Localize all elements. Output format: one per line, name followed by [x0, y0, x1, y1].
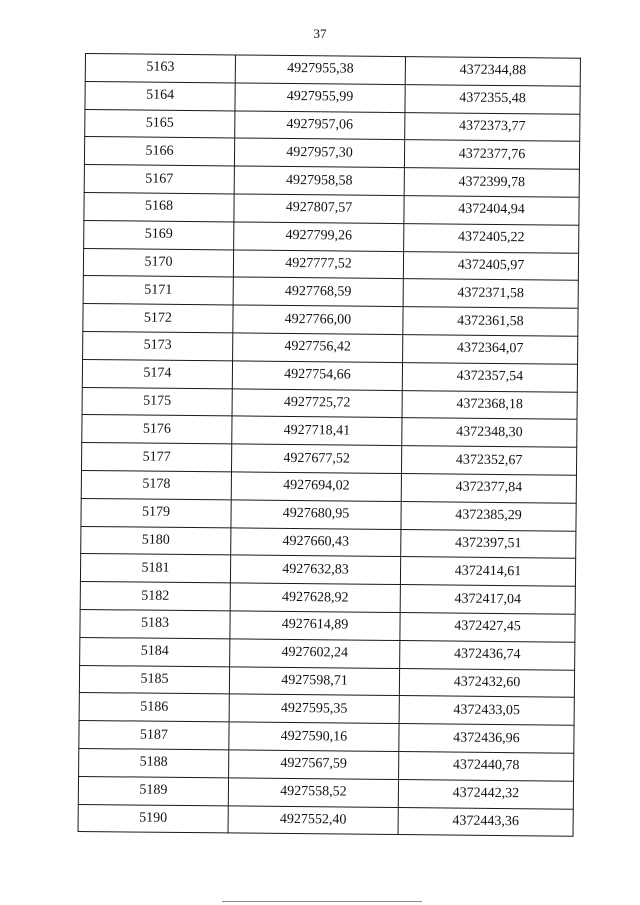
- y-coordinate-cell: 4372385,29: [401, 501, 576, 530]
- point-number-cell: 5175: [82, 387, 232, 416]
- point-number-cell: 5187: [79, 721, 229, 750]
- point-number-cell: 5188: [79, 748, 229, 777]
- y-coordinate-cell: 4372433,05: [399, 696, 574, 725]
- point-number-cell: 5164: [85, 81, 235, 110]
- x-coordinate-cell: 4927766,00: [233, 305, 403, 334]
- x-coordinate-cell: 4927590,16: [229, 722, 399, 751]
- y-coordinate-cell: 4372405,97: [403, 251, 578, 280]
- x-coordinate-cell: 4927957,30: [234, 138, 404, 167]
- y-coordinate-cell: 4372348,30: [402, 418, 577, 447]
- y-coordinate-cell: 4372373,77: [405, 112, 580, 141]
- x-coordinate-cell: 4927595,35: [229, 694, 399, 723]
- point-number-cell: 5170: [83, 248, 233, 277]
- x-coordinate-cell: 4927677,52: [231, 444, 401, 473]
- x-coordinate-cell: 4927598,71: [229, 666, 399, 695]
- x-coordinate-cell: 4927768,59: [233, 277, 403, 306]
- point-number-cell: 5182: [80, 582, 230, 611]
- y-coordinate-cell: 4372344,88: [405, 57, 580, 86]
- point-number-cell: 5185: [79, 665, 229, 694]
- x-coordinate-cell: 4927660,43: [231, 527, 401, 556]
- point-number-cell: 5190: [78, 804, 228, 833]
- y-coordinate-cell: 4372436,74: [400, 640, 575, 669]
- point-number-cell: 5177: [81, 443, 231, 472]
- y-coordinate-cell: 4372397,51: [401, 529, 576, 558]
- point-number-cell: 5179: [81, 498, 231, 527]
- y-coordinate-cell: 4372405,22: [404, 223, 579, 252]
- point-number-cell: 5174: [82, 359, 232, 388]
- y-coordinate-cell: 4372355,48: [405, 84, 580, 113]
- point-number-cell: 5186: [79, 693, 229, 722]
- x-coordinate-cell: 4927602,24: [230, 639, 400, 668]
- x-coordinate-cell: 4927614,89: [230, 611, 400, 640]
- y-coordinate-cell: 4372357,54: [402, 362, 577, 391]
- bottom-rule: [222, 901, 422, 902]
- point-number-cell: 5173: [83, 331, 233, 360]
- x-coordinate-cell: 4927567,59: [229, 750, 399, 779]
- y-coordinate-cell: 4372368,18: [402, 390, 577, 419]
- y-coordinate-cell: 4372361,58: [403, 307, 578, 336]
- y-coordinate-cell: 4372352,67: [401, 446, 576, 475]
- point-number-cell: 5172: [83, 304, 233, 333]
- point-number-cell: 5167: [84, 165, 234, 194]
- x-coordinate-cell: 4927756,42: [233, 333, 403, 362]
- page-number: 37: [313, 26, 327, 41]
- coordinates-table-body: [78, 54, 580, 837]
- y-coordinate-cell: 4372432,60: [399, 668, 574, 697]
- y-coordinate-cell: 4372436,96: [399, 724, 574, 753]
- y-coordinate-cell: 4372417,04: [400, 585, 575, 614]
- point-number-cell: 5178: [81, 470, 231, 499]
- table-row: [78, 804, 573, 837]
- coordinates-table: [78, 53, 581, 837]
- x-coordinate-cell: 4927552,40: [228, 805, 398, 834]
- point-number-cell: 5168: [84, 192, 234, 221]
- y-coordinate-cell: 4372443,36: [398, 807, 573, 836]
- y-coordinate-cell: 4372442,32: [398, 779, 573, 808]
- x-coordinate-cell: 4927957,06: [235, 111, 405, 140]
- x-coordinate-cell: 4927958,58: [234, 166, 404, 195]
- x-coordinate-cell: 4927777,52: [233, 250, 403, 279]
- x-coordinate-cell: 4927807,57: [234, 194, 404, 223]
- y-coordinate-cell: 4372377,84: [401, 474, 576, 503]
- point-number-cell: 5169: [84, 220, 234, 249]
- x-coordinate-cell: 4927754,66: [232, 361, 402, 390]
- y-coordinate-cell: 4372377,76: [404, 140, 579, 169]
- point-number-cell: 5184: [80, 637, 230, 666]
- y-coordinate-cell: 4372440,78: [399, 751, 574, 780]
- x-coordinate-cell: 4927725,72: [232, 388, 402, 417]
- point-number-cell: 5189: [78, 776, 228, 805]
- point-number-cell: 5180: [81, 526, 231, 555]
- x-coordinate-cell: 4927799,26: [234, 222, 404, 251]
- point-number-cell: 5165: [85, 109, 235, 138]
- y-coordinate-cell: 4372399,78: [404, 168, 579, 197]
- x-coordinate-cell: 4927718,41: [232, 416, 402, 445]
- x-coordinate-cell: 4927955,38: [235, 55, 405, 84]
- point-number-cell: 5181: [80, 554, 230, 583]
- point-number-cell: 5166: [84, 137, 234, 166]
- point-number-cell: 5171: [83, 276, 233, 305]
- y-coordinate-cell: 4372404,94: [404, 196, 579, 225]
- x-coordinate-cell: 4927558,52: [228, 778, 398, 807]
- x-coordinate-cell: 4927680,95: [231, 500, 401, 529]
- x-coordinate-cell: 4927694,02: [231, 472, 401, 501]
- point-number-cell: 5183: [80, 609, 230, 638]
- x-coordinate-cell: 4927628,92: [230, 583, 400, 612]
- y-coordinate-cell: 4372371,58: [403, 279, 578, 308]
- y-coordinate-cell: 4372364,07: [403, 335, 578, 364]
- point-number-cell: 5176: [82, 415, 232, 444]
- x-coordinate-cell: 4927955,99: [235, 83, 405, 112]
- y-coordinate-cell: 4372414,61: [400, 557, 575, 586]
- y-coordinate-cell: 4372427,45: [400, 612, 575, 641]
- x-coordinate-cell: 4927632,83: [230, 555, 400, 584]
- point-number-cell: 5163: [85, 54, 235, 83]
